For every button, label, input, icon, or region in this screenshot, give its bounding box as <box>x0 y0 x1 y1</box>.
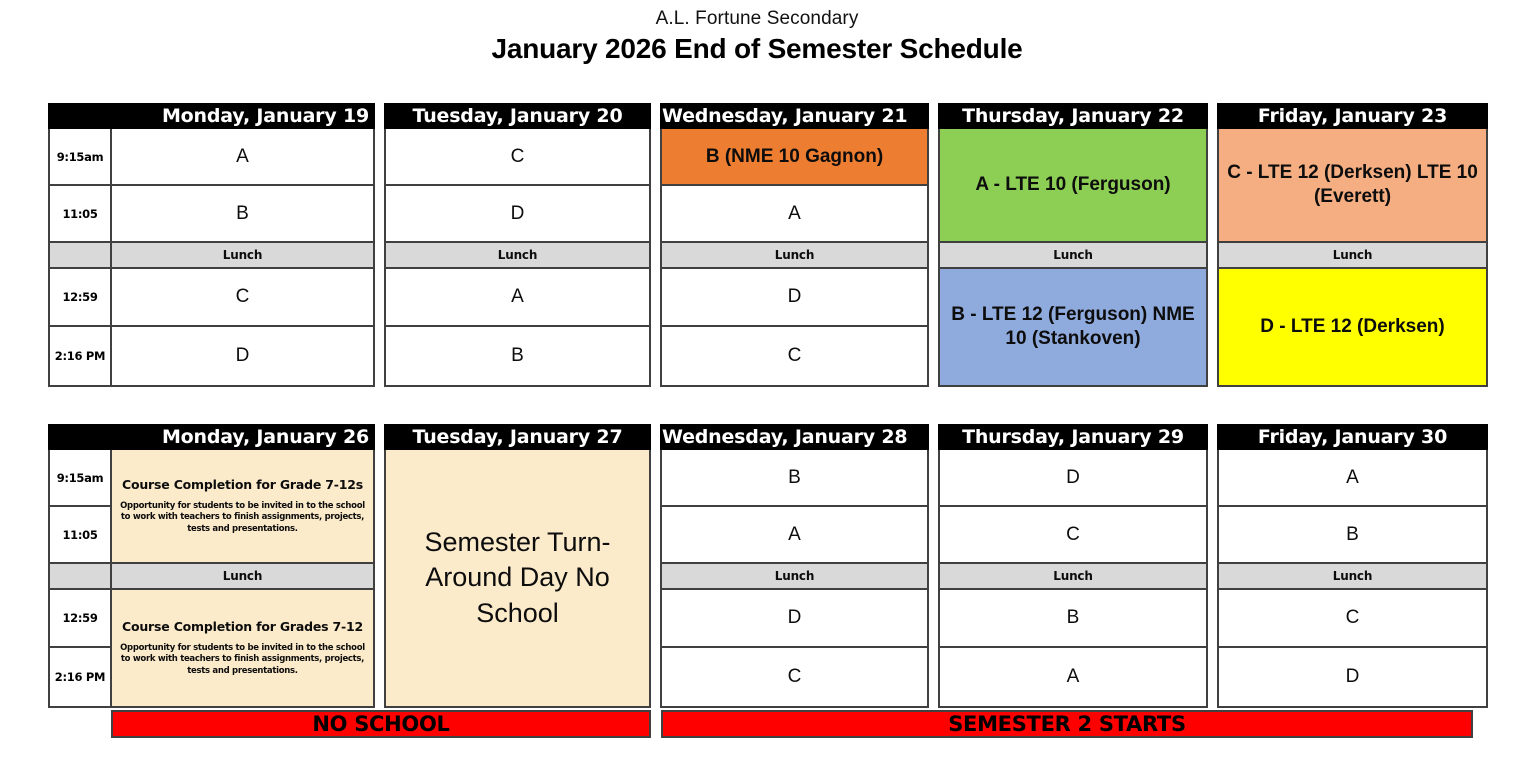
course-completion-description: Opportunity for students to be invited in to the school to work with teachers to finish assignments, projects, tests and presentations. <box>120 500 365 534</box>
course-completion-title: Course Completion for Grade 7-12s <box>122 476 363 492</box>
day-body <box>384 450 651 708</box>
day-body <box>660 129 929 387</box>
day-column-thursday-jan-29 <box>938 424 1208 708</box>
slots-column <box>386 129 649 385</box>
schedule-cell[interactable]: C <box>112 269 373 327</box>
lunch-cell: Lunch <box>1219 564 1486 590</box>
lunch-cell: Lunch <box>940 243 1206 269</box>
schedule-cell[interactable]: B <box>940 590 1206 648</box>
time-label: 11:05 <box>50 186 110 243</box>
no-school-cell[interactable]: Semester Turn-Around Day No School <box>386 450 649 706</box>
schedule-cell[interactable]: D <box>386 186 649 243</box>
day-column-wednesday-jan-28 <box>660 424 929 708</box>
schedule-cell[interactable]: A <box>1219 450 1486 507</box>
lunch-cell: Lunch <box>1219 243 1486 269</box>
day-header: Wednesday, January 28 <box>660 424 929 450</box>
schedule-cell[interactable]: D <box>940 450 1206 507</box>
day-header: Friday, January 23 <box>1217 103 1488 129</box>
time-label: 9:15am <box>50 129 110 186</box>
schedule-cell[interactable]: B <box>1219 507 1486 564</box>
schedule-cell[interactable]: A <box>662 186 927 243</box>
semester-2-starts-banner: SEMESTER 2 STARTS <box>661 710 1473 738</box>
slots-column <box>386 450 649 706</box>
schedule-cell[interactable]: A <box>112 129 373 186</box>
schedule-cell[interactable]: C <box>386 129 649 186</box>
course-completion-title: Course Completion for Grades 7-12 <box>122 618 363 634</box>
schedule-cell[interactable]: B <box>386 327 649 385</box>
day-header: Monday, January 19 <box>48 103 375 129</box>
day-header: Friday, January 30 <box>1217 424 1488 450</box>
schedule-cell[interactable]: B <box>112 186 373 243</box>
schedule-cell[interactable]: C <box>662 648 927 706</box>
schedule-cell-highlight[interactable]: C - LTE 12 (Derksen) LTE 10 (Everett) <box>1219 129 1486 243</box>
schedule-cell-highlight[interactable]: B (NME 10 Gagnon) <box>662 129 927 186</box>
lunch-cell: Lunch <box>112 564 373 590</box>
schedule-cell[interactable]: C <box>662 327 927 385</box>
schedule-cell[interactable]: D <box>662 269 927 327</box>
slots-column <box>1219 129 1486 385</box>
lunch-cell: Lunch <box>662 243 927 269</box>
day-header: Thursday, January 29 <box>938 424 1208 450</box>
schedule-cell[interactable]: B <box>662 450 927 507</box>
slots-column <box>940 129 1206 385</box>
schedule-cell[interactable]: A <box>940 648 1206 706</box>
day-body <box>938 450 1208 708</box>
day-header: Monday, January 26 <box>48 424 375 450</box>
day-body <box>1217 450 1488 708</box>
time-label: 12:59 <box>50 590 110 648</box>
day-column-monday-jan-26 <box>48 424 375 708</box>
schedule-cell[interactable]: C <box>940 507 1206 564</box>
time-label: 2:16 PM <box>50 648 110 706</box>
schedule-cell-highlight[interactable]: A - LTE 10 (Ferguson) <box>940 129 1206 243</box>
schedule-cell[interactable]: D <box>112 327 373 385</box>
day-body <box>384 129 651 387</box>
time-label: 12:59 <box>50 269 110 327</box>
day-header: Wednesday, January 21 <box>660 103 929 129</box>
day-body <box>48 450 375 708</box>
day-body <box>938 129 1208 387</box>
day-header: Tuesday, January 27 <box>384 424 651 450</box>
day-body <box>660 450 929 708</box>
school-name: A.L. Fortune Secondary <box>655 8 859 29</box>
day-column-friday-jan-23 <box>1217 103 1488 387</box>
lunch-cell: Lunch <box>386 243 649 269</box>
course-completion-cell[interactable] <box>112 450 373 564</box>
day-column-wednesday-jan-21 <box>660 103 929 387</box>
slots-column <box>112 450 373 706</box>
day-body <box>48 129 375 387</box>
schedule-cell-highlight[interactable]: B - LTE 12 (Ferguson) NME 10 (Stankoven) <box>940 269 1206 385</box>
time-label: 9:15am <box>50 450 110 507</box>
schedule-cell[interactable]: D <box>662 590 927 648</box>
course-completion-description: Opportunity for students to be invited in to the school to work with teachers to finish assignments, projects, tests and presentations. <box>120 642 365 676</box>
slots-column <box>1219 450 1486 706</box>
day-column-thursday-jan-22 <box>938 103 1208 387</box>
slots-column <box>662 450 927 706</box>
schedule-cell[interactable]: A <box>662 507 927 564</box>
week-1-grid <box>48 103 1488 387</box>
day-column-monday-jan-19 <box>48 103 375 387</box>
slots-column <box>112 129 373 385</box>
time-label-lunch <box>50 564 110 590</box>
time-gutter <box>50 129 112 385</box>
day-header: Tuesday, January 20 <box>384 103 651 129</box>
schedule-cell-highlight[interactable]: D - LTE 12 (Derksen) <box>1219 269 1486 385</box>
lunch-cell: Lunch <box>940 564 1206 590</box>
day-body <box>1217 129 1488 387</box>
schedule-cell[interactable]: C <box>1219 590 1486 648</box>
week-2-grid <box>48 424 1488 708</box>
lunch-cell: Lunch <box>112 243 373 269</box>
no-school-banner: NO SCHOOL <box>111 710 651 738</box>
time-label: 11:05 <box>50 507 110 564</box>
day-header: Thursday, January 22 <box>938 103 1208 129</box>
slots-column <box>662 129 927 385</box>
schedule-cell[interactable]: D <box>1219 648 1486 706</box>
schedule-cell[interactable]: A <box>386 269 649 327</box>
page-title: January 2026 End of Semester Schedule <box>491 32 1023 64</box>
time-gutter <box>50 450 112 706</box>
day-column-friday-jan-30 <box>1217 424 1488 708</box>
day-column-tuesday-jan-27 <box>384 424 651 708</box>
time-label-lunch <box>50 243 110 269</box>
time-label: 2:16 PM <box>50 327 110 385</box>
day-column-tuesday-jan-20 <box>384 103 651 387</box>
lunch-cell: Lunch <box>662 564 927 590</box>
page-title-block <box>0 0 1514 68</box>
slots-column <box>940 450 1206 706</box>
course-completion-cell[interactable] <box>112 590 373 706</box>
